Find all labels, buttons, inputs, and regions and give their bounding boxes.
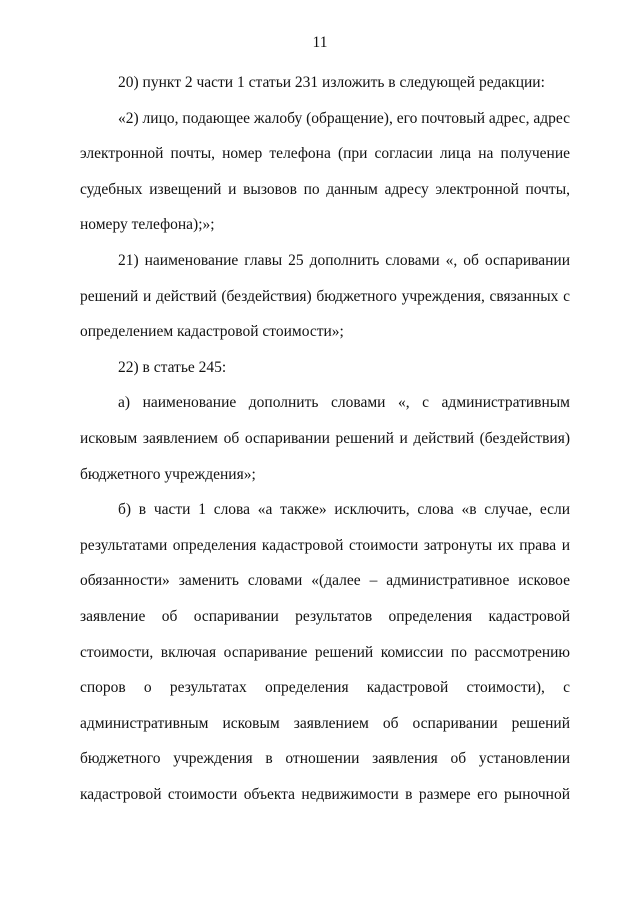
paragraph-item-21: 21) наименование главы 25 дополнить словами «, об оспаривании решений и действий (бездействия) бюджетного учреждения, связанных с определением кадастровой стоимости»; [80,251,570,341]
paragraph-subitem-a: а) наименование дополнить словами «, с административным исковым заявлением об оспаривании решений и действий (бездействия) бюджетного учреждения»; [80,394,570,483]
document-body [80,65,570,812]
paragraph-quote-item-2: «2) лицо, подающее жалобу (обращение), его почтовый адрес, адрес электронной почты, номер телефона (при согласии лица на получение судебных извещений и вызовов по данным адресу электронной почты, номеру телефона);»; [80,109,570,234]
paragraph-subitem-b: б) в части 1 слова «а также» исключить, слова «в случае, если результатами определения кадастровой стоимости затронуты их права и обязанности» заменить словами «(далее – административное исковое заявление об оспаривании результатов определения кадастровой стоимости, включая оспаривание решений комиссии по рассмотрению споров о результатах определения кадастровой стоимости), с административным исковым заявлением об оспаривании решений бюджетного учреждения в отношении заявления об установлении кадастровой стоимости объекта недвижимости в размере его рыночной [80,501,570,803]
paragraph-item-22: 22) в статье 245: [118,358,227,376]
paragraph-item-20: 20) пункт 2 части 1 статьи 231 изложить в следующей редакции: [118,74,545,91]
page-number: 11 [312,34,328,51]
